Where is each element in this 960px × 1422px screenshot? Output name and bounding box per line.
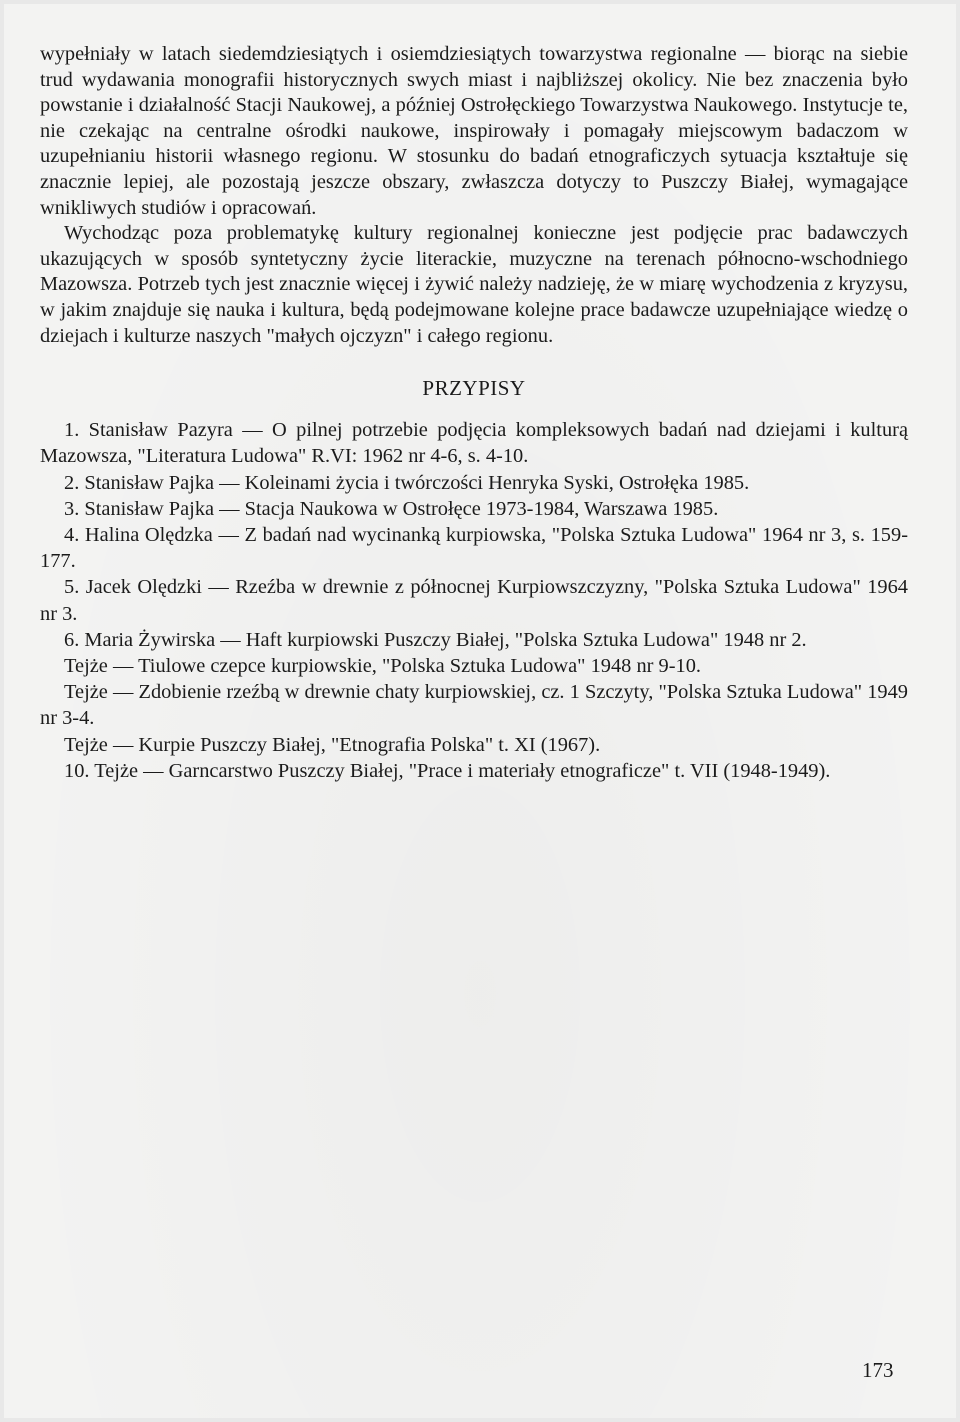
body-paragraph-1: wypełniały w latach siedemdziesiątych i osiemdziesiątych towarzystwa regionalne — biorąc na siebie trud wydawania monografii historycznych swych miast i najbliższej okolicy. Nie bez znaczenia było powstanie i działalność Stacji Naukowej, a później Ostrołęckiego Towarzystwa Naukowego. Instytucje te, nie czekając na centralne ośrodki naukowe, inspirowały i pomagały miejscowym badaczom w uzupełnianiu historii własnego regionu. W stosunku do badań etnograficzych sytuacja kształtuje się znacznie lepiej, ale pozostają jeszcze obszary, zwłaszcza dotyczy to Puszczy Białej, wymagające wnikliwych studiów i opracowań. <box>40 43 908 219</box>
footnote-5: 5. Jacek Olędzki — Rzeźba w drewnie z północnej Kurpiowszczyzny, "Polska Sztuka Ludowa" 1964 nr 3. <box>40 576 908 625</box>
footnote-10: 10. Tejże — Garncarstwo Puszczy Białej, "Prace i materiały etnograficze" t. VII (1948-1949). <box>64 759 831 782</box>
body-paragraph-2: Wychodząc poza problematykę kultury regionalnej konieczne jest podjęcie prac badawczych ukazujących w sposób syntetyczny życie literackie, muzyczne na terenach północno-wschodniego Mazowsza. Potrzeb tych jest znacznie więcej i żywić należy nadzieję, że w miarę wychodzenia z kryzysu, w jakim znajduje się nauka i kultura, będą podejmowane kolejne prace badawcze uzupełniające wiedzę o dziejach i kulturze naszych "małych ojczyzn" i całego regionu. <box>40 222 908 347</box>
footnote-7: Tejże — Tiulowe czepce kurpiowskie, "Polska Sztuka Ludowa" 1948 nr 9-10. <box>64 654 702 677</box>
footnote-4: 4. Halina Olędzka — Z badań nad wycinanką kurpiowska, "Polska Sztuka Ludowa" 1964 nr 3, s. 159-177. <box>40 523 908 573</box>
footnote-8: Tejże — Zdobienie rzeźbą w drewnie chaty kurpiowskiej, cz. 1 Szczyty, "Polska Sztuka Ludowa" 1949 nr 3-4. <box>40 681 908 730</box>
page-number: 173 <box>862 1358 894 1382</box>
page-text <box>40 42 908 784</box>
footnote-6: 6. Maria Żywirska — Haft kurpiowski Puszczy Białej, "Polska Sztuka Ludowa" 1948 nr 2. <box>64 628 807 651</box>
footnote-1: 1. Stanisław Pazyra — O pilnej potrzebie podjęcia kompleksowych badań nad dziejami i kulturą Mazowsza, "Literatura Ludowa" R.VI: 1962 nr 4-6, s. 4-10. <box>40 419 908 468</box>
footnote-3: 3. Stanisław Pajka — Stacja Naukowa w Ostrołęce 1973-1984, Warszawa 1985. <box>64 497 719 520</box>
footnote-2: 2. Stanisław Pajka — Koleinami życia i twórczości Henryka Syski, Ostrołęka 1985. <box>64 471 750 494</box>
footnotes-heading: PRZYPISY <box>422 376 526 401</box>
book-page <box>4 4 956 1418</box>
footnote-9: Tejże — Kurpie Puszczy Białej, "Etnografia Polska" t. XI (1967). <box>64 733 601 756</box>
